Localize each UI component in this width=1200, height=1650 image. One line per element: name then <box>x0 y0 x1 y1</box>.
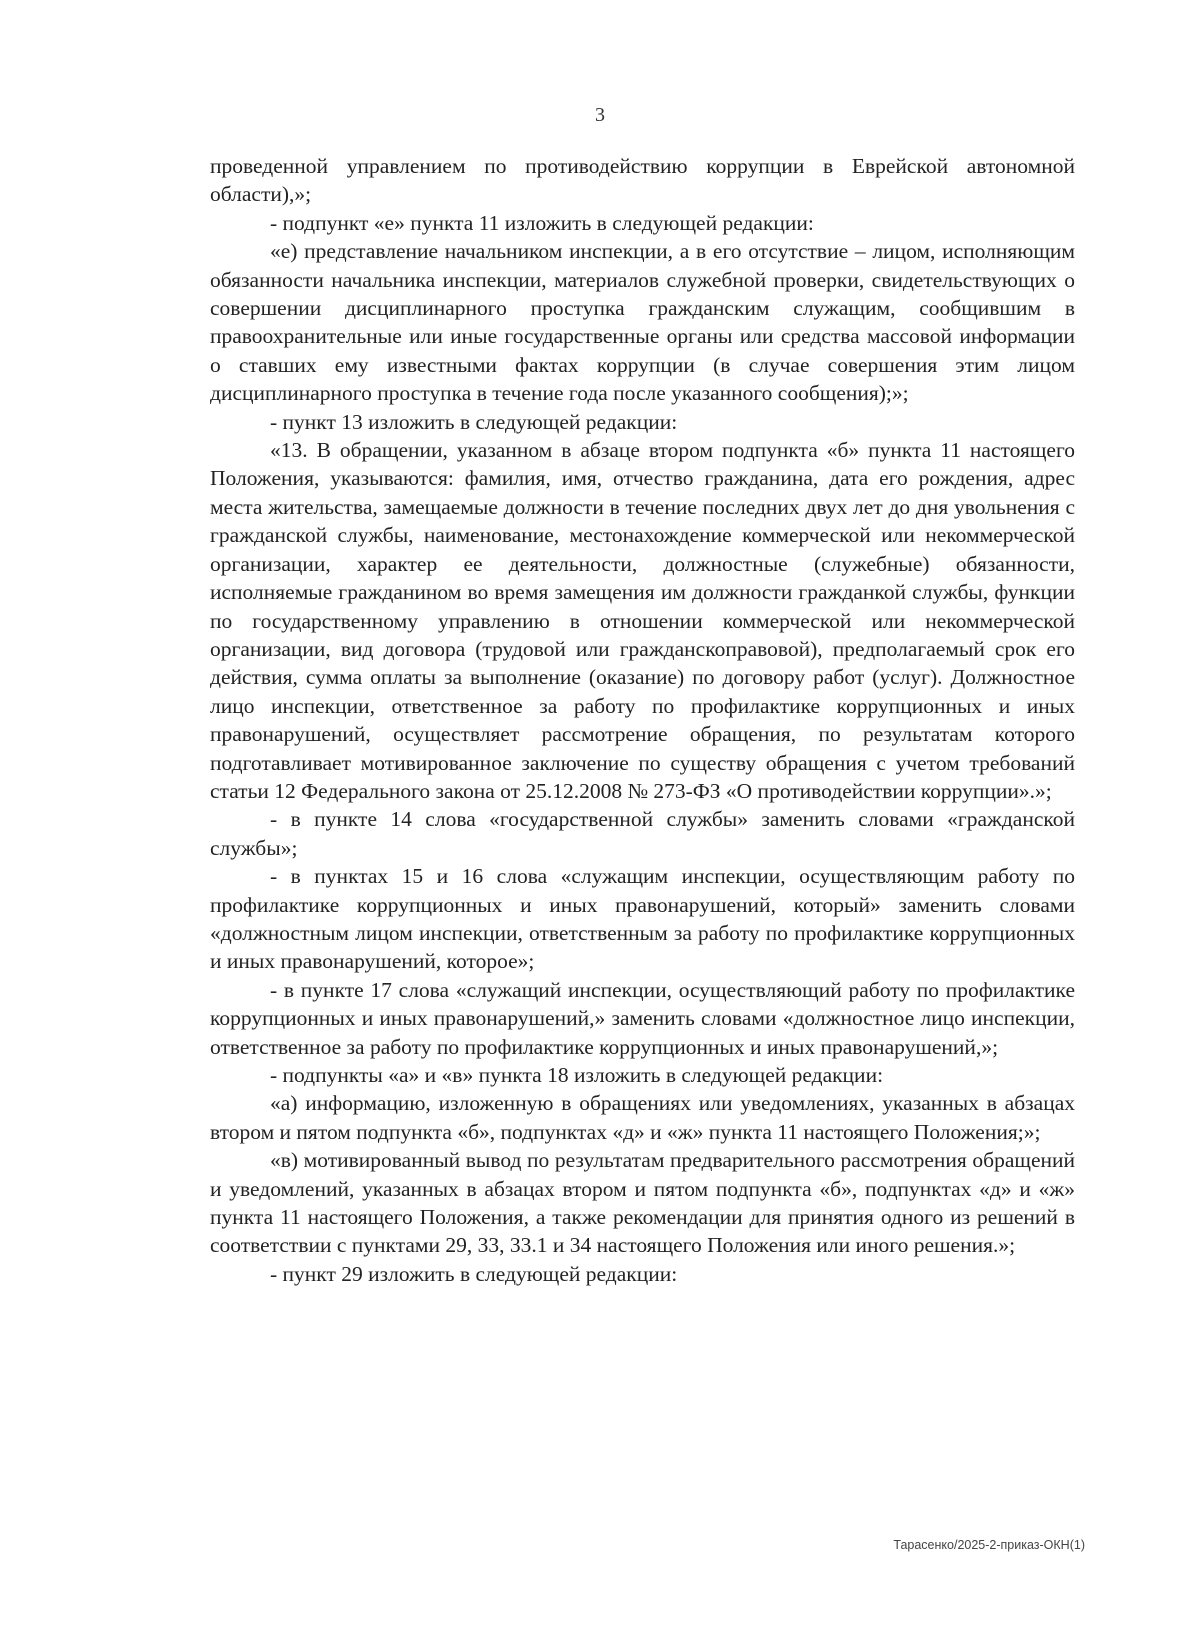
page-number: 3 <box>595 104 605 126</box>
paragraph-amend-14: - в пункте 14 слова «государственной службы» заменить словами «гражданской службы»; <box>210 807 1075 860</box>
paragraph-amend-13-intro: - пункт 13 изложить в следующей редакции: <box>270 409 678 434</box>
paragraph-amend-13-text: «13. В обращении, указанном в абзаце втором подпункта «б» пункта 11 настоящего Положения, указываются: фамилия, имя, отчество гражданина, дата его рождения, адрес места жительства, замещаемые должности в течение последних двух лет до дня увольнения с гражданской службы, наименование, местонахождение коммерческой или некоммерческой организации, характер ее деятельности, должностные (служебные) обязанности, исполняемые гражданином во время замещения им должности гражданкой службы, функции по государственному управлению в отношении коммерческой или некоммерческой организации, вид договора (трудовой или гражданскоправовой), предполагаемый срок его действия, сумма оплаты за выполнение (оказание) по договору работ (услуг). Должностное лицо инспекции, ответственное за работу по профилактике коррупционных и иных правонарушений, осуществляет рассмотрение обращения, по результатам которого подготавливает мотивированное заключение по существу обращения с учетом требований статьи 12 Федерального закона от 25.12.2008 № 273-ФЗ «О противодействии коррупции».»; <box>210 438 1075 803</box>
document-body <box>210 152 1075 1288</box>
paragraph-amend-17: - в пункте 17 слова «служащий инспекции, осуществляющий работу по профилактике коррупционных и иных правонарушений,» заменить словами «должностное лицо инспекции, ответственное за работу по профилактике коррупционных и иных правонарушений,»; <box>210 977 1075 1059</box>
paragraph-amend-18a: «а) информацию, изложенную в обращениях или уведомлениях, указанных в абзацах втором и пятом подпункта «б», подпунктах «д» и «ж» пункта 11 настоящего Положения;»; <box>210 1091 1075 1144</box>
paragraph-amend-18v: «в) мотивированный вывод по результатам предварительного рассмотрения обращений и уведомлений, указанных в абзацах втором и пятом подпункта «б», подпунктах «д» и «ж» пункта 11 настоящего Положения, а также рекомендации для принятия одного из решений в соответствии с пунктами 29, 33, 33.1 и 34 настоящего Положения или иного решения.»; <box>210 1148 1075 1258</box>
paragraph-amend-15-16: - в пунктах 15 и 16 слова «служащим инспекции, осуществляющим работу по профилактике коррупционных и иных правонарушений, который» заменить словами «должностным лицом инспекции, ответственным за работу по профилактике коррупционных и иных правонарушений, которое»; <box>210 864 1075 974</box>
footer-document-reference: Тарасенко/2025-2-приказ-ОКН(1) <box>893 1538 1085 1552</box>
paragraph-amend-11e-text: «е) представление начальником инспекции, а в его отсутствие – лицом, исполняющим обязанности начальника инспекции, материалов служебной проверки, свидетельствующих о совершении дисциплинарного проступка гражданским служащим, сообщившим в правоохранительные или иные государственные органы или средства массовой информации о ставших ему известными фактах коррупции (в случае совершения этим лицом дисциплинарного проступка в течение года после указанного сообщения);»; <box>210 239 1075 406</box>
paragraph-amend-11e-intro: - подпункт «е» пункта 11 изложить в следующей редакции: <box>270 210 814 235</box>
paragraph-amend-18-intro: - подпункты «а» и «в» пункта 18 изложить в следующей редакции: <box>270 1063 884 1087</box>
paragraph-amend-29-intro: - пункт 29 изложить в следующей редакции: <box>270 1261 678 1286</box>
paragraph-continuation: проведенной управлением по противодействию коррупции в Еврейской автономной области),»; <box>210 154 1075 207</box>
